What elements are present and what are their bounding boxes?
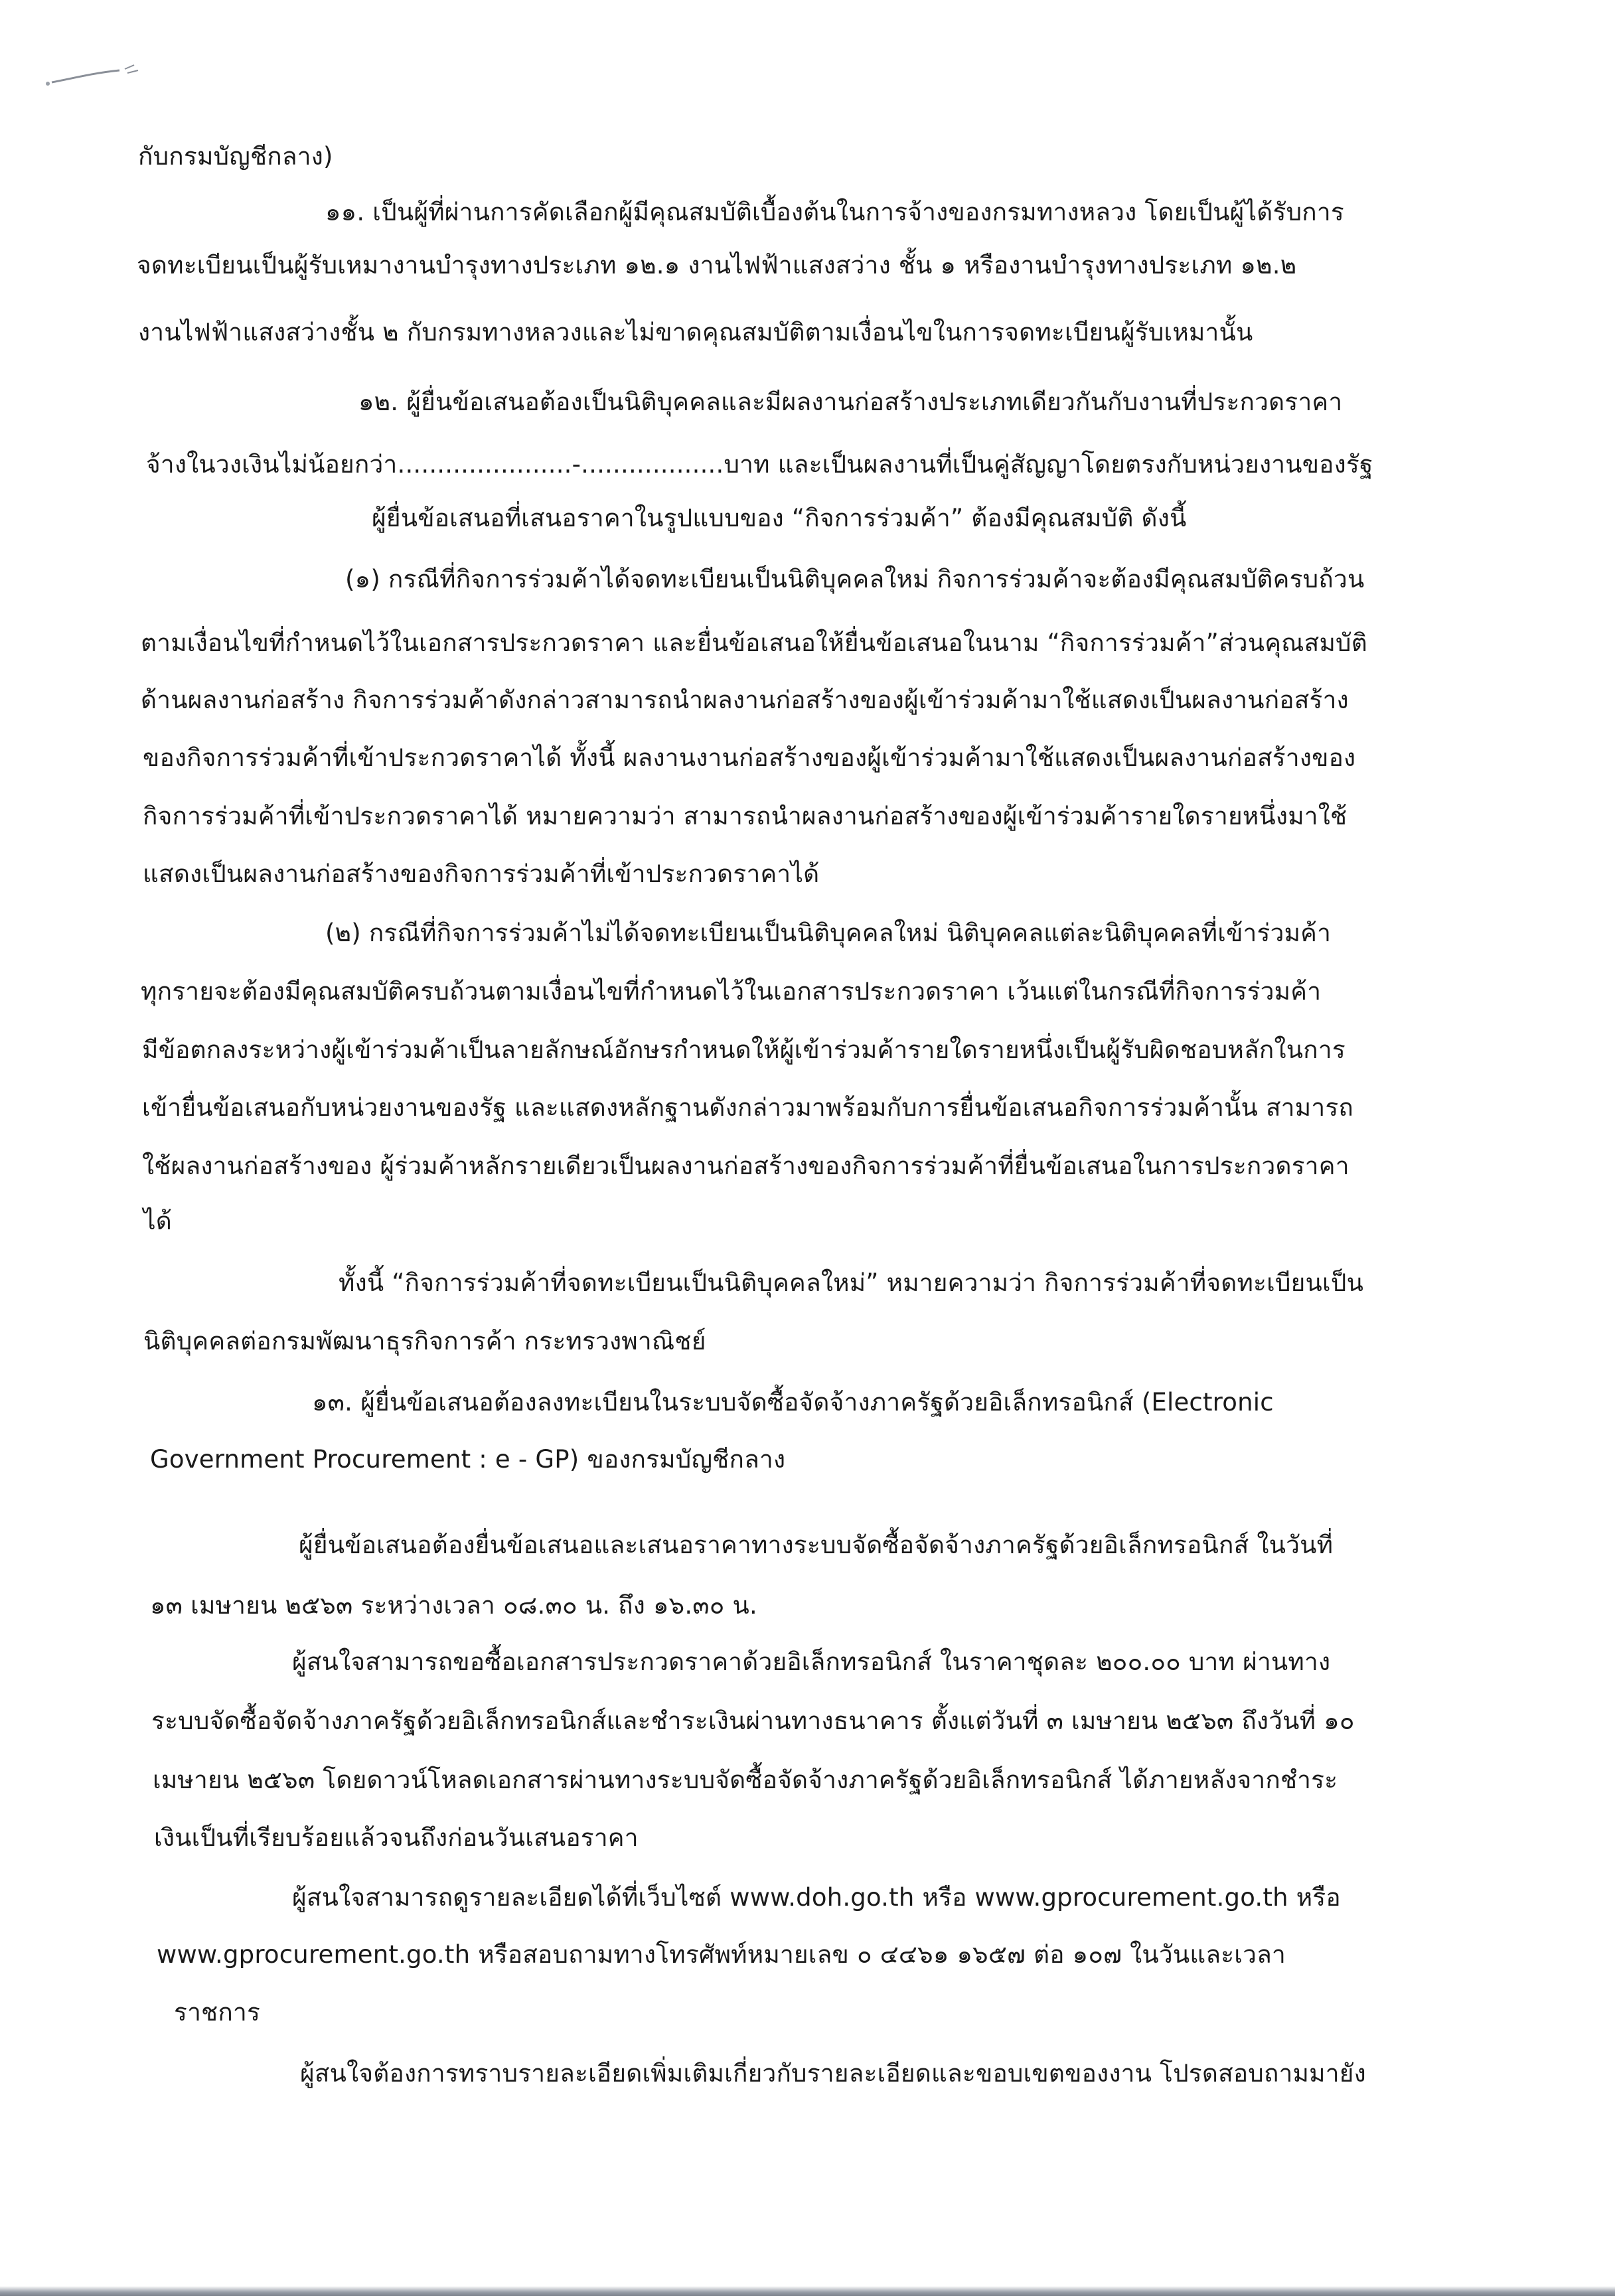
text-line: ผู้สนใจสามารถดูรายละเอียดได้ที่เว็บไซต์ www.doh.go.th หรือ www.gprocurement.go.th หรือ xyxy=(292,1883,1341,1912)
text-line: (๑) กรณีที่กิจการร่วมค้าได้จดทะเบียนเป็นนิติบุคคลใหม่ กิจการร่วมค้าจะต้องมีคุณสมบัติครบถ้วน xyxy=(345,565,1365,593)
text-line: กิจการร่วมค้าที่เข้าประกวดราคาได้ หมายความว่า สามารถนำผลงานก่อสร้างของผู้เข้าร่วมค้ารายใดรายหนึ่งมาใช้ xyxy=(143,802,1347,830)
text-line: เงินเป็นที่เรียบร้อยแล้วจนถึงก่อนวันเสนอราคา xyxy=(154,1823,639,1852)
text-line: ใช้ผลงานก่อสร้างของ ผู้ร่วมค้าหลักรายเดียวเป็นผลงานก่อสร้างของกิจการร่วมค้าที่ยื่นข้อเสนอในการประกวดราคา xyxy=(142,1152,1349,1180)
text-line: ผู้ยื่นข้อเสนอต้องยื่นข้อเสนอและเสนอราคาทางระบบจัดซื้อจัดจ้างภาครัฐด้วยอิเล็กทรอนิกส์ ในวันที่ xyxy=(299,1531,1334,1559)
text-line: เข้ายื่นข้อเสนอกับหน่วยงานของรัฐ และแสดงหลักฐานดังกล่าวมาพร้อมกับการยื่นข้อเสนอกิจการร่วมค้านั้น สามารถ xyxy=(142,1093,1353,1122)
text-line: ๑๓. ผู้ยื่นข้อเสนอต้องลงทะเบียนในระบบจัดซื้อจัดจ้างภาครัฐด้วยอิเล็กทรอนิกส์ (Electronic xyxy=(312,1388,1274,1416)
text-line: ผู้สนใจสามารถขอซื้อเอกสารประกวดราคาด้วยอิเล็กทรอนิกส์ ในราคาชุดละ ๒๐๐.๐๐ บาท ผ่านทาง xyxy=(292,1647,1331,1676)
text-line: จดทะเบียนเป็นผู้รับเหมางานบำรุงทางประเภท ๑๒.๑ งานไฟฟ้าแสงสว่าง ชั้น ๑ หรืองานบำรุงทางประเภท ๑๒.๒ xyxy=(137,251,1297,279)
text-line: ได้ xyxy=(143,1207,173,1235)
text-line: www.gprocurement.go.th หรือสอบถามทางโทรศัพท์หมายเลข ๐ ๔๔๖๑ ๑๖๕๗ ต่อ ๑๐๗ ในวันและเวลา xyxy=(157,1940,1286,1969)
text-line: กับกรมบัญชีกลาง) xyxy=(138,142,333,171)
scan-bottom-edge xyxy=(0,2286,1615,2296)
text-line: (๒) กรณีที่กิจการร่วมค้าไม่ได้จดทะเบียนเป็นนิติบุคคลใหม่ นิติบุคคลแต่ละนิติบุคคลที่เข้าร่วมค้า xyxy=(325,919,1332,947)
text-line: ทั้งนี้ “กิจการร่วมค้าที่จดทะเบียนเป็นนิติบุคคลใหม่” หมายความว่า กิจการร่วมค้าที่จดทะเบียนเป็น xyxy=(339,1268,1364,1297)
text-line: ผู้ยื่นข้อเสนอที่เสนอราคาในรูปแบบของ “กิจการร่วมค้า” ต้องมีคุณสมบัติ ดังนี้ xyxy=(372,504,1187,532)
text-line: นิติบุคคลต่อกรมพัฒนาธุรกิจการค้า กระทรวงพาณิชย์ xyxy=(143,1327,706,1355)
text-line: มีข้อตกลงระหว่างผู้เข้าร่วมค้าเป็นลายลักษณ์อักษรกำหนดให้ผู้เข้าร่วมค้ารายใดรายหนึ่งเป็นผู้รับผิดชอบหลักในการ xyxy=(142,1035,1346,1064)
text-line: งานไฟฟ้าแสงสว่างชั้น ๒ กับกรมทางหลวงและไม่ขาดคุณสมบัติตามเงื่อนไขในการจดทะเบียนผู้รับเหมานั้น xyxy=(138,318,1253,346)
text-line: เมษายน ๒๕๖๓ โดยดาวน์โหลดเอกสารผ่านทางระบบจัดซื้อจัดจ้างภาครัฐด้วยอิเล็กทรอนิกส์ ได้ภายหลังจากชำระ xyxy=(153,1766,1338,1794)
text-line: ของกิจการร่วมค้าที่เข้าประกวดราคาได้ ทั้งนี้ ผลงานงานก่อสร้างของผู้เข้าร่วมค้ามาใช้แสดงเป็นผลงานก่อสร้างของ xyxy=(143,743,1356,772)
text-line: ๑๓ เมษายน ๒๕๖๓ ระหว่างเวลา ๐๘.๓๐ น. ถึง ๑๖.๓๐ น. xyxy=(150,1591,757,1620)
text-line: ระบบจัดซื้อจัดจ้างภาครัฐด้วยอิเล็กทรอนิกส์และชำระเงินผ่านทางธนาคาร ตั้งแต่วันที่ ๓ เมษายน ๒๕๖๓ ถึงวันที่ ๑๐ xyxy=(151,1707,1355,1735)
text-line: แสดงเป็นผลงานก่อสร้างของกิจการร่วมค้าที่เข้าประกวดราคาได้ xyxy=(143,860,820,888)
text-line: ๑๑. เป็นผู้ที่ผ่านการคัดเลือกผู้มีคุณสมบัติเบื้องต้นในการจ้างของกรมทางหลวง โดยเป็นผู้ได้รับการ xyxy=(325,198,1344,226)
text-line: Government Procurement : e - GP) ของกรมบัญชีกลาง xyxy=(150,1445,786,1474)
text-line: จ้างในวงเงินไม่น้อยกว่า......................-..................บาท และเป็นผลงานที่เป็นคู่สัญญาโดยตรงกับหน่วยงานของรัฐ xyxy=(146,450,1373,479)
text-line: ราชการ xyxy=(174,1998,261,2027)
text-line: ทุกรายจะต้องมีคุณสมบัติครบถ้วนตามเงื่อนไขที่กำหนดไว้ในเอกสารประกวดราคา เว้นแต่ในกรณีที่กิจการร่วมค้า xyxy=(141,977,1322,1006)
text-line: ๑๒. ผู้ยื่นข้อเสนอต้องเป็นนิติบุคคลและมีผลงานก่อสร้างประเภทเดียวกันกับงานที่ประกวดราคา xyxy=(358,388,1343,416)
scan-artifact-mark xyxy=(40,58,153,89)
text-line: ด้านผลงานก่อสร้าง กิจการร่วมค้าดังกล่าวสามารถนำผลงานก่อสร้างของผู้เข้าร่วมค้ามาใช้แสดงเป็นผลงานก่อสร้าง xyxy=(141,686,1349,714)
text-line: ผู้สนใจต้องการทราบรายละเอียดเพิ่มเติมเกี่ยวกับรายละเอียดและขอบเขตของงาน โปรดสอบถามมายัง xyxy=(300,2059,1366,2088)
text-line: ตามเงื่อนไขที่กำหนดไว้ในเอกสารประกวดราคา และยื่นข้อเสนอให้ยื่นข้อเสนอในนาม “กิจการร่วมค้า”ส่วนคุณสมบัติ xyxy=(141,629,1367,657)
